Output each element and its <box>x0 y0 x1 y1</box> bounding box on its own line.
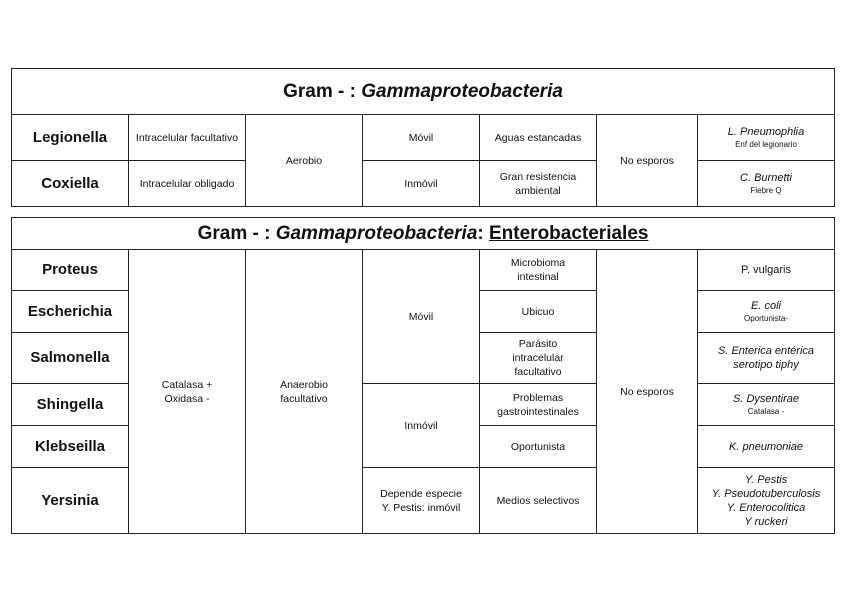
habitat-cell: Oportunista <box>480 426 597 468</box>
motility-cell: Móvil <box>363 115 480 161</box>
genus-cell: Coxiella <box>12 161 129 207</box>
genus-cell: Shingella <box>12 384 129 426</box>
genus-cell: Legionella <box>12 115 129 161</box>
genus-cell: Salmonella <box>12 333 129 384</box>
enterobacteriales-table <box>11 217 835 534</box>
genus-cell: Proteus <box>12 250 129 291</box>
habitat-cell: Medios selectivos <box>480 468 597 534</box>
table1-title: Gram - : Gammaproteobacteria <box>12 69 835 115</box>
spores-cell: No esporos <box>597 250 698 534</box>
habitat-cell: Gran resistencia ambiental <box>480 161 597 207</box>
oxygen-cell: Anaerobio facultativo <box>246 250 363 534</box>
motility-cell: Depende especie Y. Pestis: inmóvil <box>363 468 480 534</box>
cell-type: Intracelular facultativo <box>129 115 246 161</box>
species-cell: P. vulgaris <box>698 250 835 291</box>
species-cell: Y. Pestis Y. Pseudotuberculosis Y. Enterocolitica Y ruckeri <box>698 468 835 534</box>
motility-cell: Inmóvil <box>363 161 480 207</box>
habitat-cell: Parásito intracelular facultativo <box>480 333 597 384</box>
habitat-cell: Problemas gastrointestinales <box>480 384 597 426</box>
table2-title: Gram - : Gammaproteobacteria: Enterobacteriales <box>12 218 835 250</box>
genus-cell: Yersinia <box>12 468 129 534</box>
species-cell: K. pneumoniae <box>698 426 835 468</box>
habitat-cell: Microbioma intestinal <box>480 250 597 291</box>
genus-cell: Klebseilla <box>12 426 129 468</box>
gammaproteobacteria-table <box>11 68 835 207</box>
species-cell: C. Burnetti Fiebre Q <box>698 161 835 207</box>
habitat-cell: Aguas estancadas <box>480 115 597 161</box>
motility-cell: Inmóvil <box>363 384 480 468</box>
genus-cell: Escherichia <box>12 291 129 333</box>
habitat-cell: Ubicuo <box>480 291 597 333</box>
oxygen-cell: Aerobio <box>246 115 363 207</box>
species-cell: S. Enterica entérica serotipo tiphy <box>698 333 835 384</box>
species-cell: L. Pneumophlia Enf del legionario <box>698 115 835 161</box>
catalase-cell: Catalasa + Oxidasa - <box>129 250 246 534</box>
motility-cell: Móvil <box>363 250 480 384</box>
species-cell: E. coli Oportunista- <box>698 291 835 333</box>
spores-cell: No esporos <box>597 115 698 207</box>
species-cell: S. Dysentirae Catalasa - <box>698 384 835 426</box>
cell-type: Intracelular obligado <box>129 161 246 207</box>
